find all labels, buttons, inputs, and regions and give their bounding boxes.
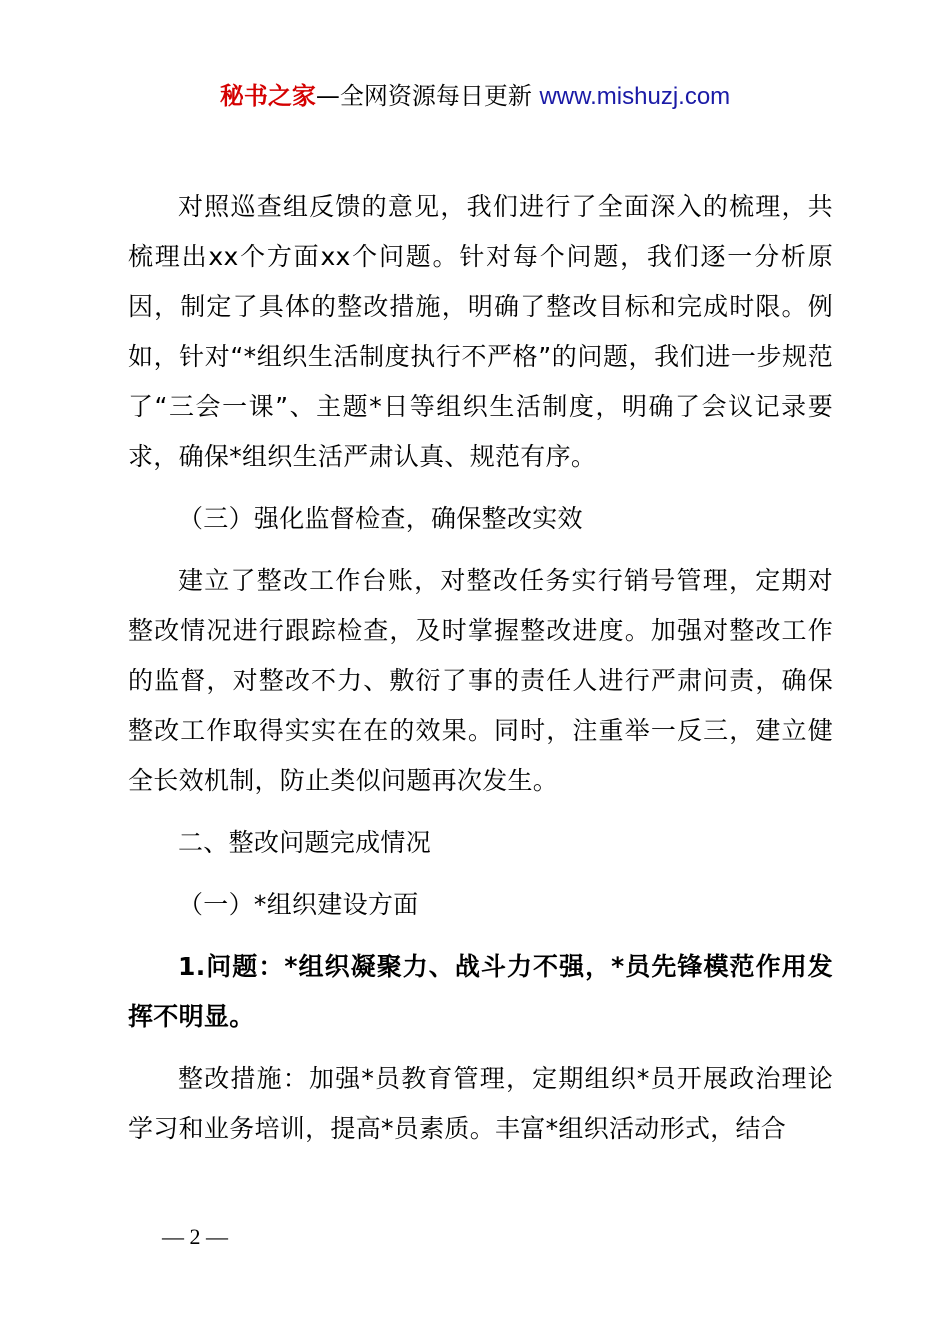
section-heading: （三）强化监督检查，确保整改实效 [178, 504, 583, 533]
subsection-heading: （一）*组织建设方面 [178, 890, 419, 919]
page-header [0, 80, 950, 113]
header-url[interactable]: www.mishuzj.com [539, 83, 731, 110]
paragraph: 建立了整改工作台账，对整改任务实行销号管理，定期对整改情况进行跟踪检查，及时掌握整改进度。加强对整改工作的监督，对整改不力、敷衍了事的责任人进行严肃问责，确保整改工作取得实实在在的效果。同时，注重举一反三，建立健全长效机制，防止类似问题再次发生。 [128, 566, 833, 795]
issue-heading: 1.问题：*组织凝聚力、战斗力不强，*员先锋模范作用发挥不明显。 [128, 952, 833, 1031]
header-slogan: —全网资源每日更新 [315, 82, 540, 110]
paragraph: 对照巡查组反馈的意见，我们进行了全面深入的梳理，共梳理出xx个方面xx个问题。针对每个问题，我们逐一分析原因，制定了具体的整改措施，明确了整改目标和完成时限。例如，针对“*组织生活制度执行不严格”的问题，我们进一步规范了“三会一课”、主题*日等组织生活制度，明确了会议记录要求，确保*组织生活严肃认真、规范有序。 [128, 192, 833, 471]
brand-name: 秘书之家 [219, 82, 316, 110]
page-number: — 2 — [162, 1224, 228, 1249]
paragraph: 整改措施：加强*员教育管理，定期组织*员开展政治理论学习和业务培训，提高*员素质。丰富*组织活动形式，结合 [128, 1064, 833, 1143]
section-heading: 二、整改问题完成情况 [178, 828, 432, 857]
document-body [128, 182, 833, 1166]
